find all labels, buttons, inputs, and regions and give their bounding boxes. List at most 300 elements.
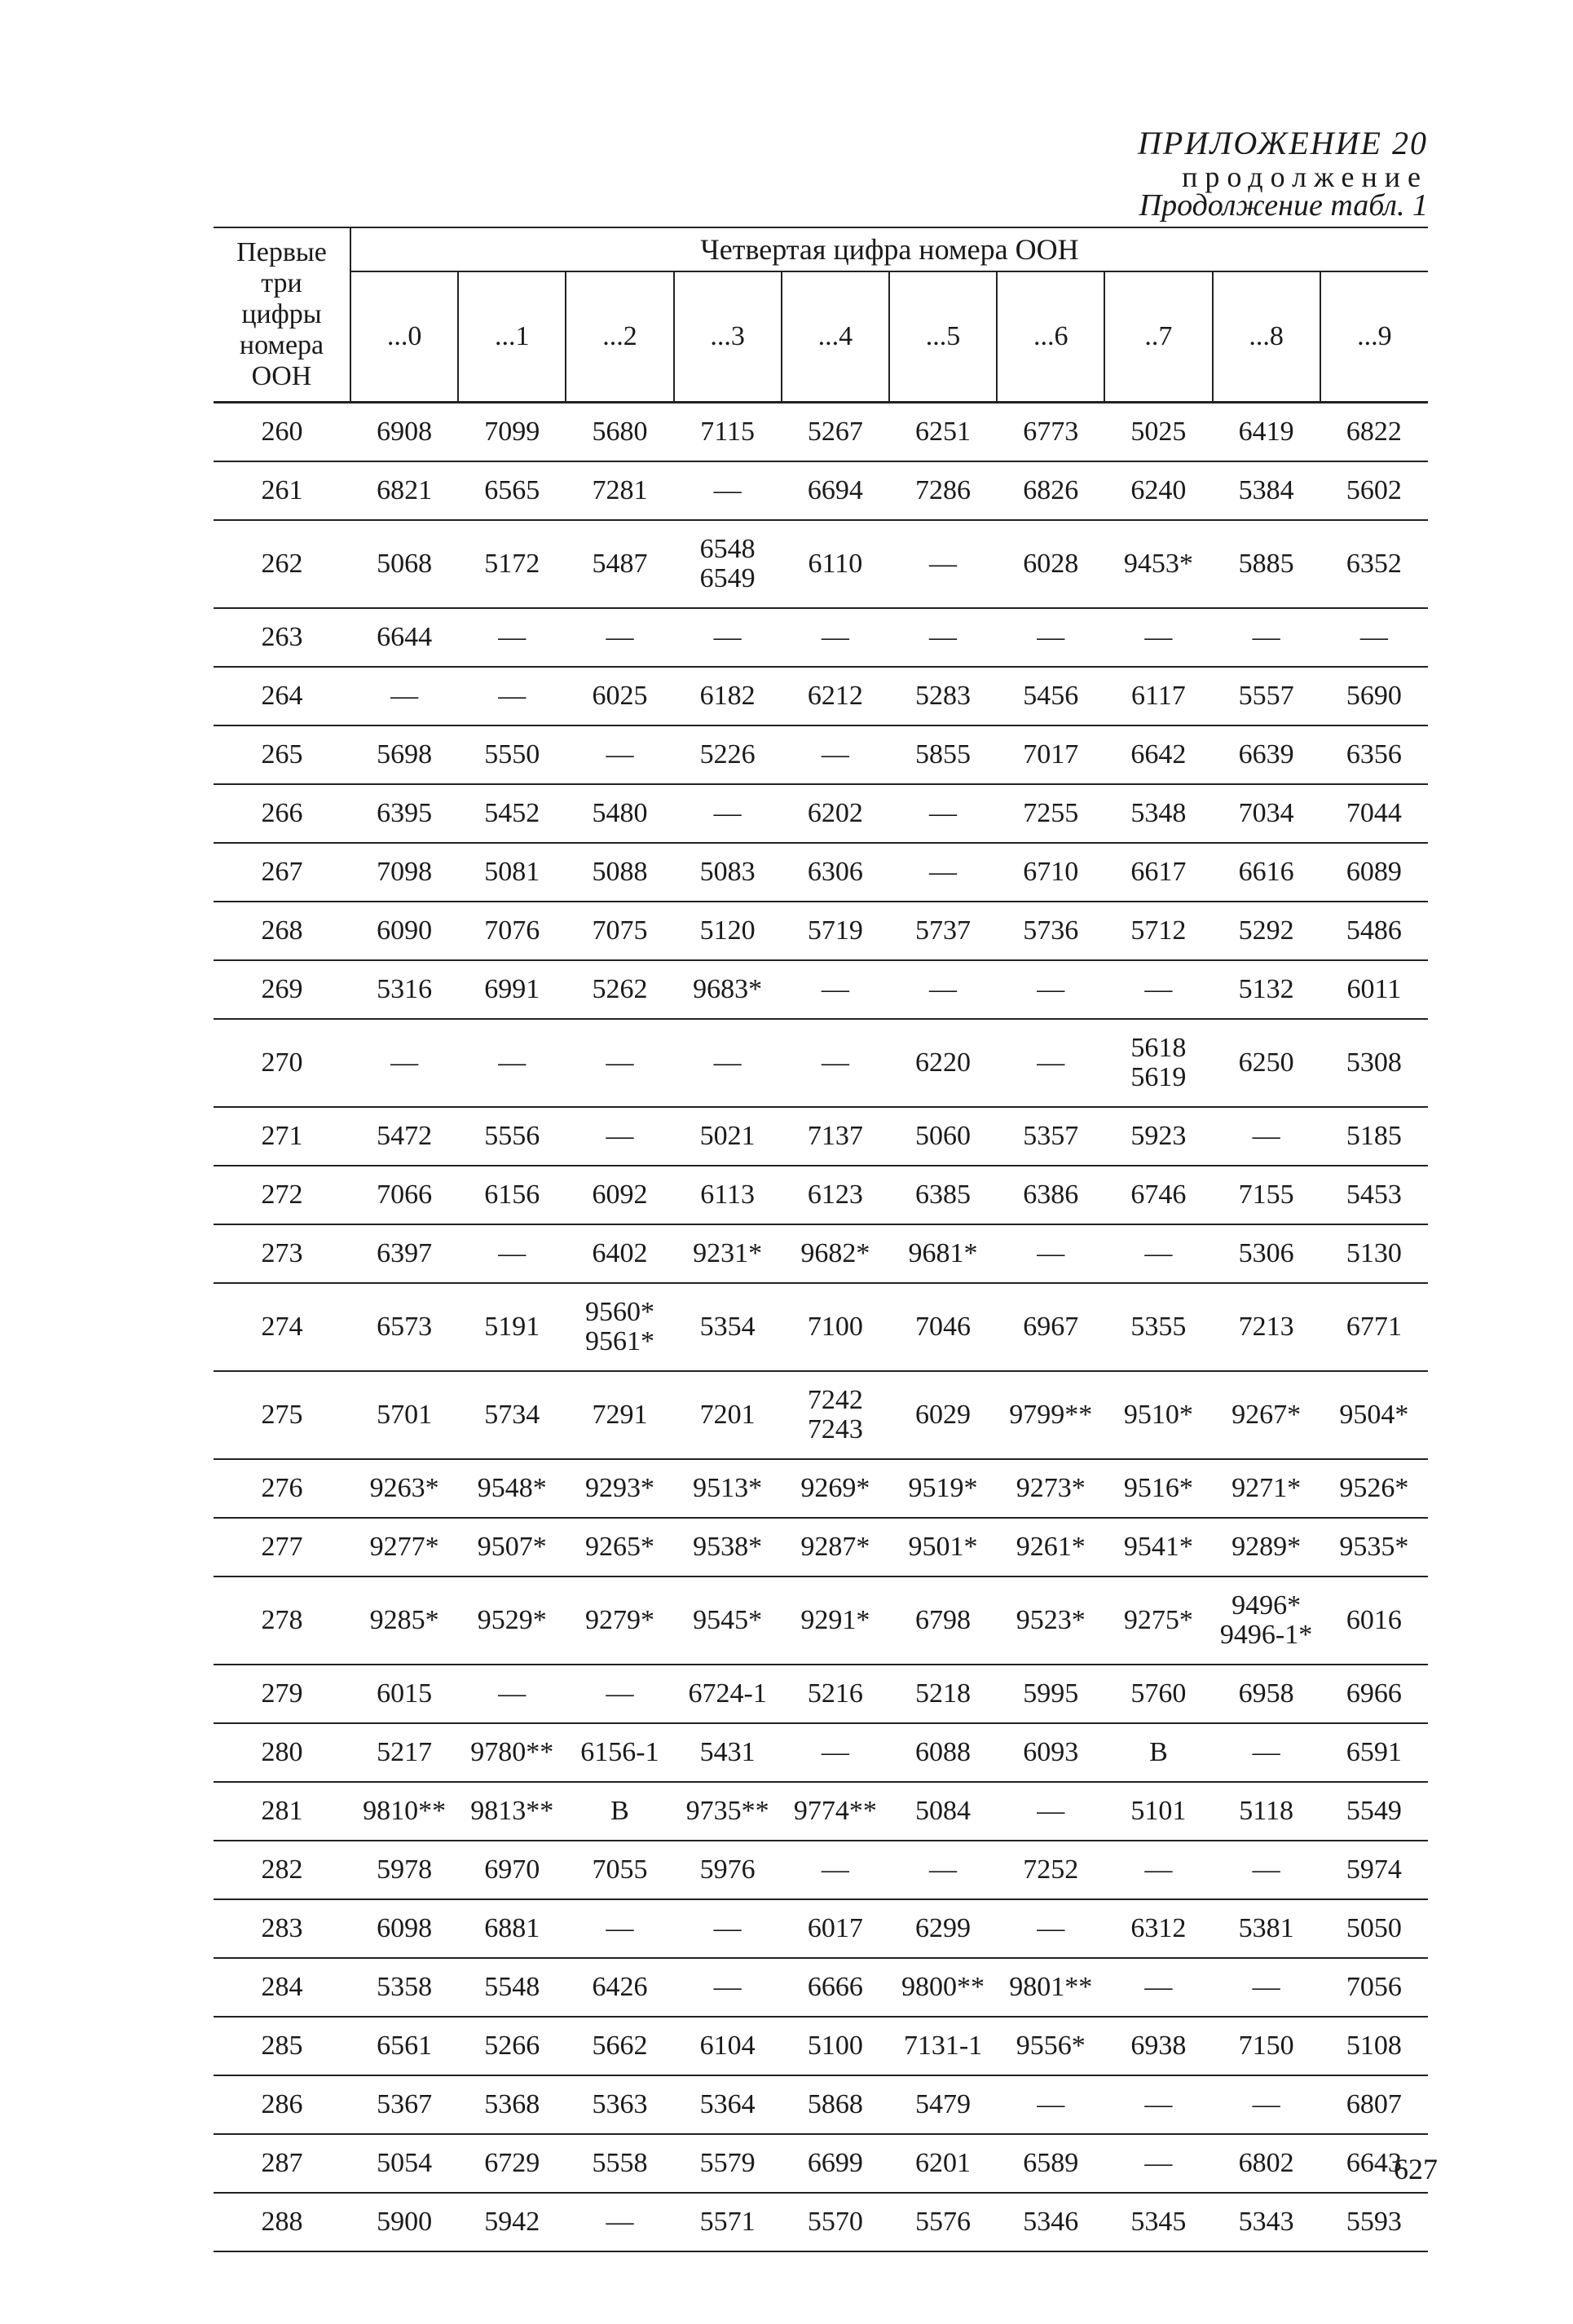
table-cell: 6250 (1213, 1019, 1320, 1107)
table-cell: 9496* 9496-1* (1213, 1577, 1320, 1665)
table-cell: — (458, 1224, 566, 1283)
table-cell: — (997, 960, 1104, 1019)
table-cell: 5593 (1320, 2193, 1428, 2251)
table-cell: 6970 (458, 1841, 566, 1899)
table-cell: 5267 (782, 403, 889, 462)
table-cell: 5550 (458, 725, 566, 784)
table-cell: — (350, 667, 458, 725)
table-cell: 5885 (1213, 520, 1320, 608)
row-code: 281 (214, 1782, 350, 1841)
table-cell: 5719 (782, 902, 889, 960)
digit-header: ...4 (782, 271, 889, 403)
table-cell: 5101 (1104, 1782, 1212, 1841)
table-cell: 7098 (350, 843, 458, 902)
table-cell: 9273* (997, 1459, 1104, 1518)
table-cell: 5381 (1213, 1899, 1320, 1958)
table-row (214, 1283, 1428, 1371)
table-cell: 5025 (1104, 403, 1212, 462)
table-cell: 5976 (674, 1841, 782, 1899)
table-cell: 5120 (674, 902, 782, 960)
table-cell: 6017 (782, 1899, 889, 1958)
table-cell: 9799** (997, 1371, 1104, 1459)
table-cell: 5942 (458, 2193, 566, 2251)
digit-header: ..7 (1104, 271, 1212, 403)
table-cell: 6642 (1104, 725, 1212, 784)
table-cell: 6938 (1104, 2017, 1212, 2075)
table-row (214, 1518, 1428, 1577)
table-cell: 5118 (1213, 1782, 1320, 1841)
row-code: 280 (214, 1723, 350, 1782)
table-cell: 5191 (458, 1283, 566, 1371)
table-cell: 9516* (1104, 1459, 1212, 1518)
table-cell: 5571 (674, 2193, 782, 2251)
table-cell: 5736 (997, 902, 1104, 960)
table-cell: 9275* (1104, 1577, 1212, 1665)
table-cell: 5680 (566, 403, 673, 462)
table-cell: — (889, 1841, 997, 1899)
table-cell: 5216 (782, 1665, 889, 1723)
table-cell: 6029 (889, 1371, 997, 1459)
table-cell: 9291* (782, 1577, 889, 1665)
table-cell: 5549 (1320, 1782, 1428, 1841)
table-cell: 5358 (350, 1958, 458, 2017)
table-cell: 5217 (350, 1723, 458, 1782)
table-cell: 5701 (350, 1371, 458, 1459)
table-cell: — (782, 960, 889, 1019)
table-cell: — (1104, 1224, 1212, 1283)
table-cell: 5579 (674, 2134, 782, 2193)
row-code: 278 (214, 1577, 350, 1665)
table-cell: — (1104, 2075, 1212, 2134)
table-cell: 9269* (782, 1459, 889, 1518)
digit-header: ...2 (566, 271, 673, 403)
table-cell: 5083 (674, 843, 782, 902)
table-cell: — (889, 520, 997, 608)
table-row (214, 1459, 1428, 1518)
table-cell: 6240 (1104, 461, 1212, 520)
table-cell: 7076 (458, 902, 566, 960)
table-cell: — (674, 608, 782, 667)
table-cell: 5384 (1213, 461, 1320, 520)
table-row (214, 1371, 1428, 1459)
table-cell: — (458, 1665, 566, 1723)
table-cell: 5308 (1320, 1019, 1428, 1107)
table-cell: 5021 (674, 1107, 782, 1166)
row-code: 274 (214, 1283, 350, 1371)
table-cell: 6426 (566, 1958, 673, 2017)
table-cell: 5974 (1320, 1841, 1428, 1899)
table-cell: — (997, 1224, 1104, 1283)
table-cell: 7213 (1213, 1283, 1320, 1371)
table-cell: 5712 (1104, 902, 1212, 960)
table-cell: 7034 (1213, 784, 1320, 843)
table-cell: 6015 (350, 1665, 458, 1723)
table-cell: 6090 (350, 902, 458, 960)
table-cell: 5557 (1213, 667, 1320, 725)
table-cell: 5456 (997, 667, 1104, 725)
table-cell: 5050 (1320, 1899, 1428, 1958)
table-cell: — (997, 608, 1104, 667)
digit-header: ...5 (889, 271, 997, 403)
table-cell: 9271* (1213, 1459, 1320, 1518)
table-cell: 5355 (1104, 1283, 1212, 1371)
table-cell: — (674, 784, 782, 843)
table-cell: 6212 (782, 667, 889, 725)
table-cell: 6746 (1104, 1166, 1212, 1224)
row-code: 268 (214, 902, 350, 960)
row-code: 260 (214, 403, 350, 462)
table-cell: 5068 (350, 520, 458, 608)
row-code: 282 (214, 1841, 350, 1899)
table-cell: B (566, 1782, 673, 1841)
table-cell: 5108 (1320, 2017, 1428, 2075)
table-row (214, 1841, 1428, 1899)
continuation-label: продолжение (1182, 161, 1428, 193)
table-cell: 6123 (782, 1166, 889, 1224)
table-cell: 9682* (782, 1224, 889, 1283)
table-cell: 7017 (997, 725, 1104, 784)
table-cell: 9231* (674, 1224, 782, 1283)
table-cell: 6011 (1320, 960, 1428, 1019)
table-row (214, 520, 1428, 608)
table-row (214, 403, 1428, 462)
table-cell: — (997, 2075, 1104, 2134)
table-cell: 7075 (566, 902, 673, 960)
table-cell: 9774** (782, 1782, 889, 1841)
table-cell: 9519* (889, 1459, 997, 1518)
table-row (214, 960, 1428, 1019)
row-code: 283 (214, 1899, 350, 1958)
table-cell: 5472 (350, 1107, 458, 1166)
table-cell: 5054 (350, 2134, 458, 2193)
row-code: 284 (214, 1958, 350, 2017)
table-cell: 6201 (889, 2134, 997, 2193)
table-cell: 9277* (350, 1518, 458, 1577)
table-cell: — (889, 843, 997, 902)
table-cell: 9780** (458, 1723, 566, 1782)
table-cell: 6419 (1213, 403, 1320, 462)
table-cell: 5345 (1104, 2193, 1212, 2251)
table-cell: 6156 (458, 1166, 566, 1224)
table-cell: 7055 (566, 1841, 673, 1899)
table-cell: 5618 5619 (1104, 1019, 1212, 1107)
table-cell: B (1104, 1723, 1212, 1782)
table-cell: — (782, 1841, 889, 1899)
table-cell: 9287* (782, 1518, 889, 1577)
row-code: 276 (214, 1459, 350, 1518)
table-cell: 6220 (889, 1019, 997, 1107)
table-cell: — (566, 2193, 673, 2251)
table-cell: 6202 (782, 784, 889, 843)
table-row (214, 1107, 1428, 1166)
table-cell: 7252 (997, 1841, 1104, 1899)
table-row (214, 902, 1428, 960)
table-cell: 5900 (350, 2193, 458, 2251)
digit-header: ...6 (997, 271, 1104, 403)
table-cell: 5354 (674, 1283, 782, 1371)
table-row (214, 1166, 1428, 1224)
table-cell: 5185 (1320, 1107, 1428, 1166)
table-cell: 6312 (1104, 1899, 1212, 1958)
table-cell: — (566, 1107, 673, 1166)
first-col-header-line: цифры (241, 299, 322, 329)
table-cell: 7056 (1320, 1958, 1428, 2017)
digit-header: ...9 (1320, 271, 1428, 403)
table-cell: — (1213, 608, 1320, 667)
table-cell: 6299 (889, 1899, 997, 1958)
table-cell: 5453 (1320, 1166, 1428, 1224)
table-cell: 6356 (1320, 725, 1428, 784)
table-cell: 9801** (997, 1958, 1104, 2017)
table-cell: 9453* (1104, 520, 1212, 608)
table-cell: 9800** (889, 1958, 997, 2017)
table-cell: 9289* (1213, 1518, 1320, 1577)
table-cell: 6644 (350, 608, 458, 667)
table-cell: — (1213, 1958, 1320, 2017)
table-cell: 9538* (674, 1518, 782, 1577)
table-cell: 6397 (350, 1224, 458, 1283)
table-cell: 9556* (997, 2017, 1104, 2075)
row-code: 272 (214, 1166, 350, 1224)
table-cell: 5576 (889, 2193, 997, 2251)
row-code: 269 (214, 960, 350, 1019)
table-cell: 5923 (1104, 1107, 1212, 1166)
table-cell: 7099 (458, 403, 566, 462)
table-cell: 6089 (1320, 843, 1428, 902)
row-code: 286 (214, 2075, 350, 2134)
table-cell: 6251 (889, 403, 997, 462)
table-cell: 6025 (566, 667, 673, 725)
table-cell: 5316 (350, 960, 458, 1019)
table-cell: 5084 (889, 1782, 997, 1841)
table-cell: 5855 (889, 725, 997, 784)
table-cell: — (782, 608, 889, 667)
table-row (214, 1723, 1428, 1782)
table-cell: 5283 (889, 667, 997, 725)
table-cell: 9279* (566, 1577, 673, 1665)
table-cell: — (782, 1019, 889, 1107)
table-cell: 7131-1 (889, 2017, 997, 2075)
table-cell: 7286 (889, 461, 997, 520)
table-cell: 9813** (458, 1782, 566, 1841)
table-cell: 5172 (458, 520, 566, 608)
table-cell: 6548 6549 (674, 520, 782, 608)
table-cell: 9735** (674, 1782, 782, 1841)
table-cell: — (889, 960, 997, 1019)
row-code: 266 (214, 784, 350, 843)
table-cell: 9529* (458, 1577, 566, 1665)
table-cell: 5602 (1320, 461, 1428, 520)
table-cell: 7115 (674, 403, 782, 462)
table-cell: 5487 (566, 520, 673, 608)
table-cell: 6088 (889, 1723, 997, 1782)
table-cell: 6573 (350, 1283, 458, 1371)
table-cell: 6385 (889, 1166, 997, 1224)
table-cell: 7137 (782, 1107, 889, 1166)
table-cell: 7046 (889, 1283, 997, 1371)
table-cell: 5558 (566, 2134, 673, 2193)
table-cell: 5548 (458, 1958, 566, 2017)
row-code: 279 (214, 1665, 350, 1723)
table-cell: 6386 (997, 1166, 1104, 1224)
table-cell: 5978 (350, 1841, 458, 1899)
table-cell: 6643 (1320, 2134, 1428, 2193)
table-row (214, 843, 1428, 902)
table-cell: 9510* (1104, 1371, 1212, 1459)
table-cell: — (674, 1958, 782, 2017)
table-cell: 6802 (1213, 2134, 1320, 2193)
table-cell: — (782, 725, 889, 784)
table-cell: 6710 (997, 843, 1104, 902)
row-code: 275 (214, 1371, 350, 1459)
table-row (214, 461, 1428, 520)
table-cell: 9513* (674, 1459, 782, 1518)
table-cell: 7155 (1213, 1166, 1320, 1224)
table-cell: 6589 (997, 2134, 1104, 2193)
row-code: 288 (214, 2193, 350, 2251)
table-row (214, 2017, 1428, 2075)
row-code: 287 (214, 2134, 350, 2193)
table-cell: 6016 (1320, 1577, 1428, 1665)
table-cell: — (566, 608, 673, 667)
table-cell: 6117 (1104, 667, 1212, 725)
table-cell: 5226 (674, 725, 782, 784)
table-cell: — (566, 1665, 673, 1723)
table-cell: 7201 (674, 1371, 782, 1459)
table-cell: — (1104, 608, 1212, 667)
table-cell: 5357 (997, 1107, 1104, 1166)
table-cell: — (1104, 1841, 1212, 1899)
table-cell: 6098 (350, 1899, 458, 1958)
table-row (214, 1577, 1428, 1665)
table-cell: 6616 (1213, 843, 1320, 902)
table-cell: 9548* (458, 1459, 566, 1518)
table-cell: 9267* (1213, 1371, 1320, 1459)
table-cell: 6724-1 (674, 1665, 782, 1723)
table-cell: — (997, 1782, 1104, 1841)
table-cell: 7291 (566, 1371, 673, 1459)
table-cell: 6991 (458, 960, 566, 1019)
digit-header: ...3 (674, 271, 782, 403)
table-cell: 5132 (1213, 960, 1320, 1019)
table-cell: 5452 (458, 784, 566, 843)
table-row (214, 1665, 1428, 1723)
table-cell: 5364 (674, 2075, 782, 2134)
table-cell: 6395 (350, 784, 458, 843)
table-cell: 6699 (782, 2134, 889, 2193)
row-code: 277 (214, 1518, 350, 1577)
table-cell: 5088 (566, 843, 673, 902)
table-cell: 7281 (566, 461, 673, 520)
table-cell: — (350, 1019, 458, 1107)
table-cell: 9545* (674, 1577, 782, 1665)
table-cell: — (674, 461, 782, 520)
table-cell: 6908 (350, 403, 458, 462)
table-cell: 6881 (458, 1899, 566, 1958)
table-cell: 5556 (458, 1107, 566, 1166)
first-three-digits-header (214, 227, 350, 403)
table-cell: — (566, 1019, 673, 1107)
fourth-digit-group-header: Четвертая цифра номера ООН (350, 227, 1428, 271)
table-cell: 5292 (1213, 902, 1320, 960)
table-cell: 9293* (566, 1459, 673, 1518)
table-cell: 9507* (458, 1518, 566, 1577)
table-cell: 5698 (350, 725, 458, 784)
table-cell: 9810** (350, 1782, 458, 1841)
table-cell: 9504* (1320, 1371, 1428, 1459)
table-cell: 7150 (1213, 2017, 1320, 2075)
table-cell: — (1213, 1107, 1320, 1166)
table-cell: 5367 (350, 2075, 458, 2134)
row-code: 263 (214, 608, 350, 667)
table-cell: 5868 (782, 2075, 889, 2134)
table-cell: — (782, 1723, 889, 1782)
table-cell: — (889, 784, 997, 843)
table-cell: 5995 (997, 1665, 1104, 1723)
table-cell: — (458, 608, 566, 667)
page-number: 627 (1394, 2153, 1438, 2185)
table-cell: — (1104, 2134, 1212, 2193)
table-cell: 6104 (674, 2017, 782, 2075)
table-row (214, 1958, 1428, 2017)
row-code: 267 (214, 843, 350, 902)
table-cell: 5363 (566, 2075, 673, 2134)
table-cell: 7066 (350, 1166, 458, 1224)
table-cell: 5662 (566, 2017, 673, 2075)
table-cell: 9541* (1104, 1518, 1212, 1577)
table-cell: 5081 (458, 843, 566, 902)
table-cell: 6822 (1320, 403, 1428, 462)
table-cell: — (1104, 960, 1212, 1019)
table-cell: 9681* (889, 1224, 997, 1283)
table-cell: — (674, 1899, 782, 1958)
table-cell: 5570 (782, 2193, 889, 2251)
table-cell: 6110 (782, 520, 889, 608)
table-row (214, 608, 1428, 667)
table-cell: 6565 (458, 461, 566, 520)
table-cell: 7044 (1320, 784, 1428, 843)
table-cell: 6561 (350, 2017, 458, 2075)
table-cell: 5343 (1213, 2193, 1320, 2251)
table-cell: — (997, 1899, 1104, 1958)
row-code: 262 (214, 520, 350, 608)
table-cell: 5218 (889, 1665, 997, 1723)
table-cell: 6617 (1104, 843, 1212, 902)
table-row (214, 2193, 1428, 2251)
table-cell: — (674, 1019, 782, 1107)
table-cell: 5431 (674, 1723, 782, 1782)
table-cell: — (889, 608, 997, 667)
table-cell: 9501* (889, 1518, 997, 1577)
table-cell: 5479 (889, 2075, 997, 2134)
table-cell: 5480 (566, 784, 673, 843)
row-code: 285 (214, 2017, 350, 2075)
row-code: 265 (214, 725, 350, 784)
table-cell: 5368 (458, 2075, 566, 2134)
table-cell: 6093 (997, 1723, 1104, 1782)
table-cell: — (566, 1899, 673, 1958)
table-cell: — (1213, 1723, 1320, 1782)
table-row (214, 725, 1428, 784)
table-cell: 9526* (1320, 1459, 1428, 1518)
digit-header: ...0 (350, 271, 458, 403)
table-cell: — (1320, 608, 1428, 667)
table-cell: 6113 (674, 1166, 782, 1224)
table-cell: 6966 (1320, 1665, 1428, 1723)
table-cell: 6694 (782, 461, 889, 520)
table-row (214, 667, 1428, 725)
first-col-header-line: Первые (236, 237, 327, 267)
